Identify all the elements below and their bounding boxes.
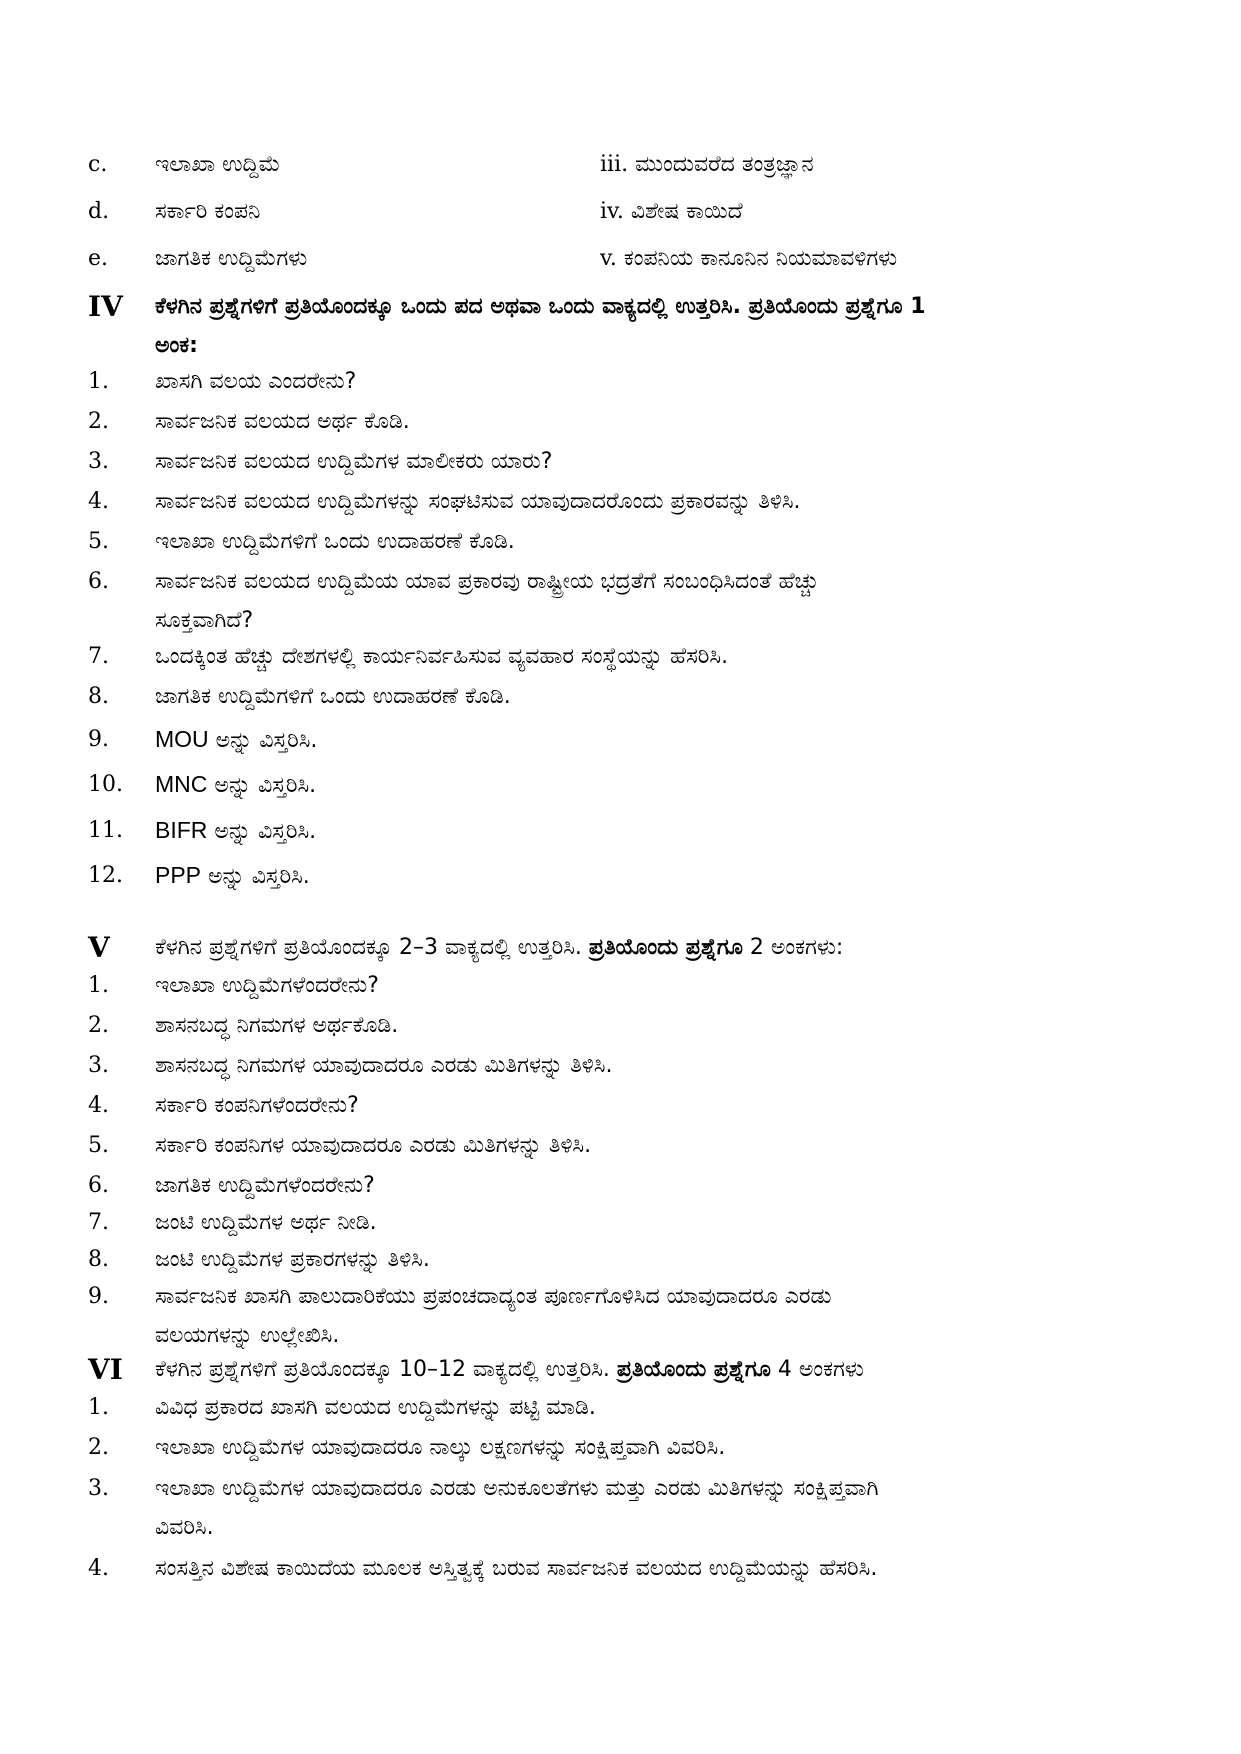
question-text [155,720,1145,760]
question-text [155,1277,1145,1355]
question-number: 6. [88,1173,109,1198]
question-number: 12. [88,863,123,888]
match-right [600,145,814,184]
question-number: 4. [88,489,109,514]
question-number: 3. [88,1053,109,1078]
question-instruction: ಅನ್ನು ವಿಸ್ತರಿಸಿ. [214,819,317,844]
question-text [155,1469,1145,1547]
match-left-label: c. [88,152,108,177]
abbreviation: PPP [155,862,202,888]
question-number: 2. [88,1435,109,1460]
question-number: 3. [88,449,109,474]
question-number: 9. [88,1284,109,1309]
question-text: ಜಂಟಿ ಉದ್ದಿಮೆಗಳ ಅರ್ಥ ನೀಡಿ. [155,1210,377,1235]
question-number: 3. [88,1476,109,1501]
question-number: 8. [88,1247,109,1272]
question-number: 2. [88,409,109,434]
question-number: 7. [88,1210,109,1235]
section-iv-instruction [155,287,1145,365]
question-text-line1: ಇಲಾಖಾ ಉದ್ದಿಮೆಗಳ ಯಾವುದಾದರೂ ಎರಡು ಅನುಕೂಲತೆಗಳು ಮತ್ತು ಎರಡು ಮಿತಿಗಳನ್ನು ಸಂಕ್ಷಿಪ್ತವಾಗಿ [155,1476,879,1501]
match-left-text: ಇಲಾಖಾ ಉದ್ದಿಮೆ [155,152,281,177]
question-text: ಸರ್ಕಾರಿ ಕಂಪನಿಗಳ ಯಾವುದಾದರೂ ಎರಡು ಮಿತಿಗಳನ್ನು ತಿಳಿಸಿ. [155,1133,592,1158]
question-text [155,562,1145,640]
question-text: ಜಾಗತಿಕ ಉದ್ದಿಮೆಗಳಿಗೆ ಒಂದು ಉದಾಹರಣೆ ಕೊಡಿ. [155,684,511,709]
question-text: ಶಾಸನಬದ್ಧ ನಿಗಮಗಳ ಅರ್ಥಕೊಡಿ. [155,1013,399,1038]
question-text: ಶಾಸನಬದ್ಧ ನಿಗಮಗಳ ಯಾವುದಾದರೂ ಎರಡು ಮಿತಿಗಳನ್ನು ತಿಳಿಸಿ. [155,1053,613,1078]
question-text [155,811,1145,851]
abbreviation: BIFR [155,817,208,843]
question-text: ಸಂಸತ್ತಿನ ವಿಶೇಷ ಕಾಯಿದೆಯ ಮೂಲಕ ಅಸ್ತಿತ್ವಕ್ಕೆ ಬರುವ ಸಾರ್ವಜನಿಕ ವಲಯದ ಉದ್ದಿಮೆಯನ್ನು ಹೆಸರಿಸಿ. [155,1556,878,1581]
question-text [155,765,1145,805]
question-text: ಒಂದಕ್ಕಿಂತ ಹೆಚ್ಚು ದೇಶಗಳಲ್ಲಿ ಕಾರ್ಯನಿರ್ವಹಿಸುವ ವ್ಯವಹಾರ ಸಂಸ್ಥೆಯನ್ನು ಹೆಸರಿಸಿ. [155,644,729,669]
section-vi-instruction-text: ಕೆಳಗಿನ ಪ್ರಶ್ನೆಗಳಿಗೆ ಪ್ರತಿಯೊಂದಕ್ಕೂ 10–12 ವಾಕ್ಯದಲ್ಲಿ ಉತ್ತರಿಸಿ. [155,1357,610,1382]
question-text [155,856,1145,896]
question-text: ಇಲಾಖಾ ಉದ್ದಿಮೆಗಳಿಗೆ ಒಂದು ಉದಾಹರಣೆ ಕೊಡಿ. [155,529,515,554]
question-number: 1. [88,1395,109,1420]
question-text: ಇಲಾಖಾ ಉದ್ದಿಮೆಗಳ ಯಾವುದಾದರೂ ನಾಲ್ಕು ಲಕ್ಷಣಗಳನ್ನು ಸಂಕ್ಷಿಪ್ತವಾಗಿ ವಿವರಿಸಿ. [155,1435,726,1460]
match-right-text: ಕಂಪನಿಯ ಕಾನೂನಿನ ನಿಯಮಾವಳಿಗಳು [623,246,898,271]
section-vi-instruction-marks: 4 ಅಂಕಗಳು [777,1357,864,1382]
section-vi-instruction [155,1350,1145,1389]
question-instruction: ಅನ್ನು ವಿಸ್ತರಿಸಿ. [214,773,317,798]
question-number: 1. [88,369,109,394]
match-left-text: ಸರ್ಕಾರಿ ಕಂಪನಿ [155,199,261,224]
section-iv-numeral: IV [88,290,123,323]
match-right [600,239,897,278]
section-v-instruction-text: ಕೆಳಗಿನ ಪ್ರಶ್ನೆಗಳಿಗೆ ಪ್ರತಿಯೊಂದಕ್ಕೂ 2–3 ವಾಕ್ಯದಲ್ಲಿ ಉತ್ತರಿಸಿ. [155,935,582,960]
section-iv-instruction-line1: ಕೆಳಗಿನ ಪ್ರಶ್ನೆಗಳಿಗೆ ಪ್ರತಿಯೊಂದಕ್ಕೂ ಒಂದು ಪದ ಅಥವಾ ಒಂದು ವಾಕ್ಯದಲ್ಲಿ ಉತ್ತರಿಸಿ. ಪ್ರತಿಯೊಂದು ಪ್ರಶ್ನೆಗೂ 1 [155,294,926,319]
question-text: ಜಂಟಿ ಉದ್ದಿಮೆಗಳ ಪ್ರಕಾರಗಳನ್ನು ತಿಳಿಸಿ. [155,1247,430,1272]
question-number: 4. [88,1093,109,1118]
question-number: 5. [88,529,109,554]
match-right-text: ಮುಂದುವರೆದ ತಂತ್ರಜ್ಞಾನ [635,152,814,177]
match-right-text: ವಿಶೇಷ ಕಾಯಿದೆ [630,199,743,224]
question-text-line1: ಸಾರ್ವಜನಿಕ ವಲಯದ ಉದ್ದಿಮೆಯ ಯಾವ ಪ್ರಕಾರವು ರಾಷ್ಟ್ರೀಯ ಭದ್ರತೆಗೆ ಸಂಬಂಧಿಸಿದಂತೆ ಹೆಚ್ಚು [155,569,819,594]
section-v-instruction-bold: ಪ್ರತಿಯೊಂದು ಪ್ರಶ್ನೆಗೂ [588,935,743,960]
question-text: ಖಾಸಗಿ ವಲಯ ಎಂದರೇನು? [155,369,357,394]
question-text: ಜಾಗತಿಕ ಉದ್ದಿಮೆಗಳೆಂದರೇನು? [155,1173,375,1198]
question-text-line2: ವಲಯಗಳನ್ನು ಉಲ್ಲೇಖಿಸಿ. [155,1323,340,1348]
section-v-instruction-marks: 2 ಅಂಕಗಳು: [749,935,844,960]
question-number: 6. [88,569,109,594]
question-number: 11. [88,818,123,843]
match-right [600,192,743,231]
question-text: ಸಾರ್ವಜನಿಕ ವಲಯದ ಉದ್ದಿಮೆಗಳ ಮಾಲೀಕರು ಯಾರು? [155,449,553,474]
question-number: 10. [88,772,123,797]
question-number: 4. [88,1556,109,1581]
question-text: ಇಲಾಖಾ ಉದ್ದಿಮೆಗಳೆಂದರೇನು? [155,973,379,998]
abbreviation: MOU [155,726,209,752]
question-text: ಸಾರ್ವಜನಿಕ ವಲಯದ ಉದ್ದಿಮೆಗಳನ್ನು ಸಂಘಟಿಸುವ ಯಾವುದಾದರೊಂದು ಪ್ರಕಾರವನ್ನು ತಿಳಿಸಿ. [155,489,801,514]
question-number: 9. [88,727,109,752]
abbreviation: MNC [155,771,208,797]
section-iv-instruction-line2: ಅಂಕ: [155,333,198,358]
match-right-label: iv. [600,199,624,224]
question-text-line2: ವಿವರಿಸಿ. [155,1515,214,1540]
match-left-label: e. [88,246,109,271]
question-number: 1. [88,973,109,998]
match-right-label: v. [600,246,617,271]
section-vi-instruction-bold: ಪ್ರತಿಯೊಂದು ಪ್ರಶ್ನೆಗೂ [616,1357,771,1382]
match-left-label: d. [88,199,110,224]
question-text: ಸರ್ಕಾರಿ ಕಂಪನಿಗಳೆಂದರೇನು? [155,1093,359,1118]
section-vi-numeral: VI [88,1353,123,1386]
question-number: 7. [88,644,109,669]
question-number: 2. [88,1013,109,1038]
question-instruction: ಅನ್ನು ವಿಸ್ತರಿಸಿ. [208,864,310,889]
question-text: ವಿವಿಧ ಪ್ರಕಾರದ ಖಾಸಗಿ ವಲಯದ ಉದ್ದಿಮೆಗಳನ್ನು ಪಟ್ಟಿ ಮಾಡಿ. [155,1395,596,1420]
question-number: 5. [88,1133,109,1158]
question-text-line1: ಸಾರ್ವಜನಿಕ ಖಾಸಗಿ ಪಾಲುದಾರಿಕೆಯು ಪ್ರಪಂಚದಾದ್ಯಂತ ಪೂರ್ಣಗೊಳಿಸಿದ ಯಾವುದಾದರೂ ಎರಡು [155,1284,832,1309]
section-v-instruction [155,928,1145,967]
question-text-line2: ಸೂಕ್ತವಾಗಿದೆ? [155,608,254,633]
question-text: ಸಾರ್ವಜನಿಕ ವಲಯದ ಅರ್ಥ ಕೊಡಿ. [155,409,410,434]
question-number: 8. [88,684,109,709]
match-right-label: iii. [600,152,629,177]
question-instruction: ಅನ್ನು ವಿಸ್ತರಿಸಿ. [215,728,318,753]
match-left-text: ಜಾಗತಿಕ ಉದ್ದಿಮೆಗಳು [155,246,308,271]
section-v-numeral: V [88,931,110,964]
